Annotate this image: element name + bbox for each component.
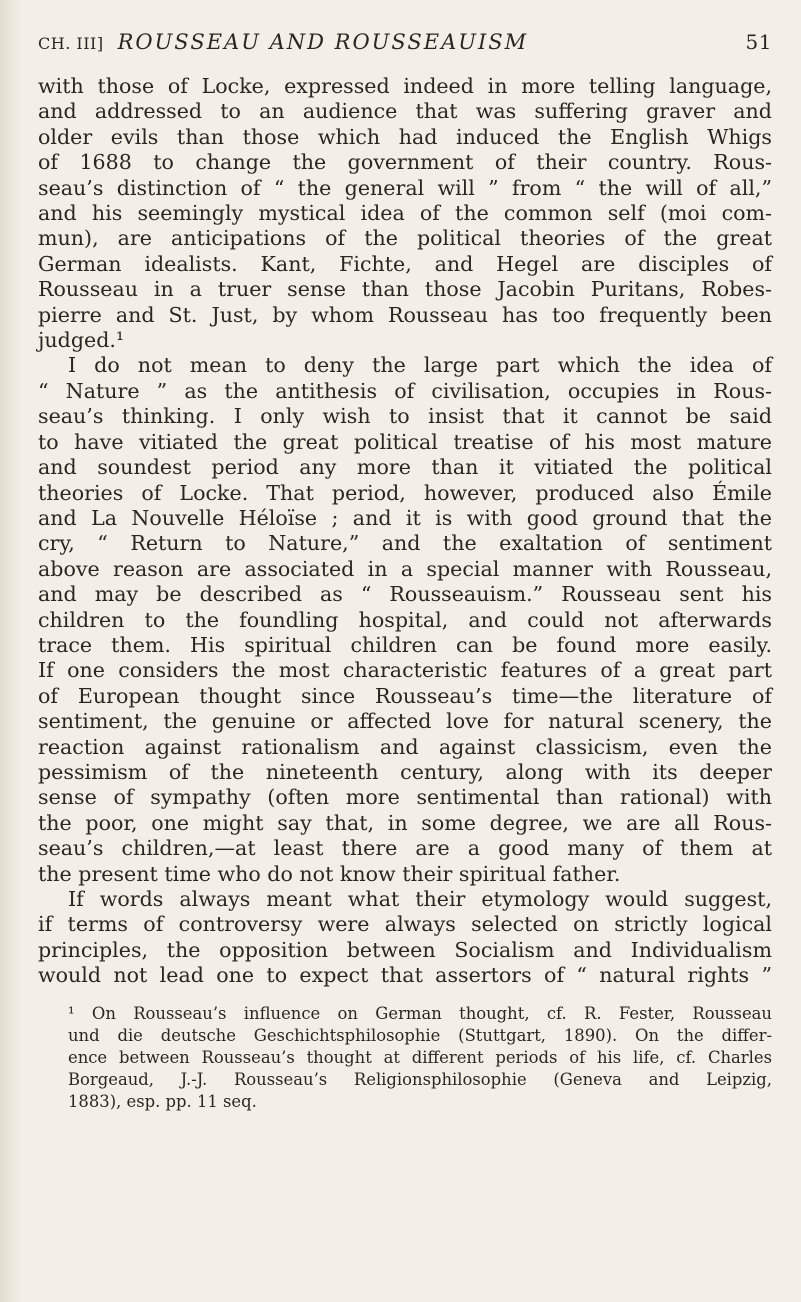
text-line: would not lead one to expect that assertors of “ natural rights ” — [38, 963, 772, 988]
text-line: seau’s thinking. I only wish to insist that it cannot be said — [38, 404, 772, 429]
text-line: mun), are anticipations of the political theories of the great — [38, 226, 772, 251]
chapter-marker: CH. III] — [38, 34, 104, 53]
text-line: cry, “ Return to Nature,” and the exaltation of sentiment — [38, 531, 772, 556]
text-line: theories of Locke. That period, however, produced also Émile — [38, 480, 772, 505]
text-line: pessimism of the nineteenth century, along with its deeper — [38, 759, 772, 784]
text-line: and soundest period any more than it vitiated the political — [38, 455, 772, 480]
text-line: children to the foundling hospital, and could not afterwards — [38, 607, 772, 632]
text-line: If words always meant what their etymology would suggest, — [68, 887, 772, 911]
text-line: older evils than those which had induced the English Whigs — [38, 124, 772, 149]
text-line: trace them. His spiritual children can be found more easily. — [38, 632, 772, 657]
text-line: judged.¹ — [38, 328, 125, 353]
text-line: principles, the opposition between Socialism and Individualism — [38, 937, 772, 962]
text-line: German idealists. Kant, Fichte, and Hegel are disciples of — [38, 251, 772, 276]
running-title: ROUSSEAU AND ROUSSEAUISM — [117, 30, 529, 54]
footnote-line: Borgeaud, J.-J. Rousseau’s Religionsphilosophie (Geneva and Leipzig, — [68, 1069, 772, 1089]
text-line: the present time who do not know their spiritual father. — [38, 861, 621, 886]
text-line: sentiment, the genuine or affected love for natural scenery, the — [38, 709, 772, 734]
text-line: seau’s distinction of “ the general will ” from “ the will of all,” — [38, 175, 772, 200]
footnote-line: 1883), esp. pp. 11 seq. — [68, 1091, 257, 1111]
body-text — [38, 74, 772, 989]
text-line: Rousseau in a truer sense than those Jacobin Puritans, Robes- — [38, 277, 772, 302]
text-line: to have vitiated the great political treatise of his most mature — [38, 429, 772, 454]
text-line: reaction against rationalism and against classicism, even the — [38, 734, 772, 759]
book-page — [38, 30, 772, 1113]
text-line: if terms of controversy were always selected on strictly logical — [38, 912, 772, 937]
footnote-line: ence between Rousseau’s thought at different periods of his life, cf. Charles — [68, 1047, 772, 1067]
text-line: the poor, one might say that, in some degree, we are all Rous- — [38, 810, 772, 835]
text-line: and addressed to an audience that was suffering graver and — [38, 99, 772, 124]
text-line: and La Nouvelle Héloïse ; and it is with good ground that the — [38, 505, 772, 530]
text-line: and may be described as “ Rousseauism.” Rousseau sent his — [38, 582, 772, 607]
text-line: and his seemingly mystical idea of the common self (moi com- — [38, 201, 772, 226]
text-line: “ Nature ” as the antithesis of civilisation, occupies in Rous- — [38, 378, 772, 403]
footnote-line: ¹ On Rousseau’s influence on German thought, cf. R. Fester, Rousseau — [68, 1003, 772, 1023]
running-head — [38, 30, 772, 58]
page-gutter-shadow — [0, 0, 22, 1302]
footnote — [38, 1003, 772, 1113]
text-line: I do not mean to deny the large part which the idea of — [68, 353, 772, 378]
text-line: sense of sympathy (often more sentimental than rational) with — [38, 785, 772, 810]
text-line: seau’s children,—at least there are a good many of them at — [38, 836, 772, 861]
text-line: of 1688 to change the government of their country. Rous- — [38, 150, 772, 175]
text-line: If one considers the most characteristic features of a great part — [38, 658, 772, 683]
text-line: above reason are associated in a special manner with Rousseau, — [38, 556, 772, 581]
text-line: pierre and St. Just, by whom Rousseau has too frequently been — [38, 302, 772, 327]
text-line: with those of Locke, expressed indeed in more telling language, — [38, 74, 772, 98]
page-number: 51 — [745, 30, 772, 54]
running-head-left — [38, 30, 528, 54]
footnote-line: und die deutsche Geschichtsphilosophie (Stuttgart, 1890). On the differ- — [68, 1025, 772, 1045]
text-line: of European thought since Rousseau’s time—the literature of — [38, 683, 772, 708]
